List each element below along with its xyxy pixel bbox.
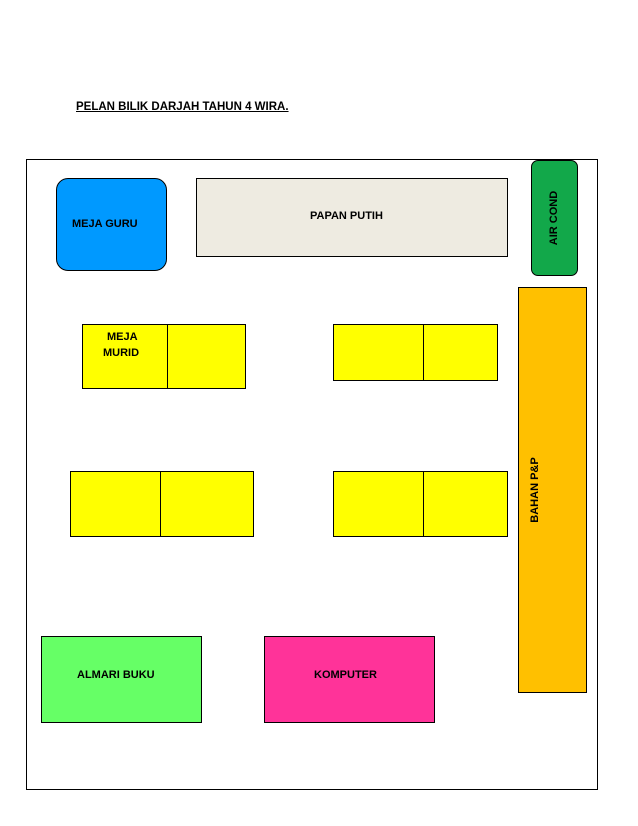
student-desk-label-line1: MEJA <box>107 331 138 343</box>
air-cond-label: AIR COND <box>548 190 560 246</box>
whiteboard-label: PAPAN PUTIH <box>310 210 383 222</box>
student-desk <box>333 324 424 381</box>
bookshelf-label: ALMARI BUKU <box>77 669 155 681</box>
student-desk <box>167 324 246 389</box>
student-desk <box>160 471 254 537</box>
student-desk <box>333 471 424 537</box>
plan-title: PELAN BILIK DARJAH TAHUN 4 WIRA. <box>76 101 289 113</box>
computer-label: KOMPUTER <box>314 669 377 681</box>
student-desk <box>423 324 498 381</box>
student-desk <box>70 471 161 537</box>
materials-label: BAHAN P&P <box>529 457 541 523</box>
student-desk <box>423 471 508 537</box>
student-desk-label-line2: MURID <box>103 347 140 359</box>
teacher-desk-label: MEJA GURU <box>72 218 138 230</box>
